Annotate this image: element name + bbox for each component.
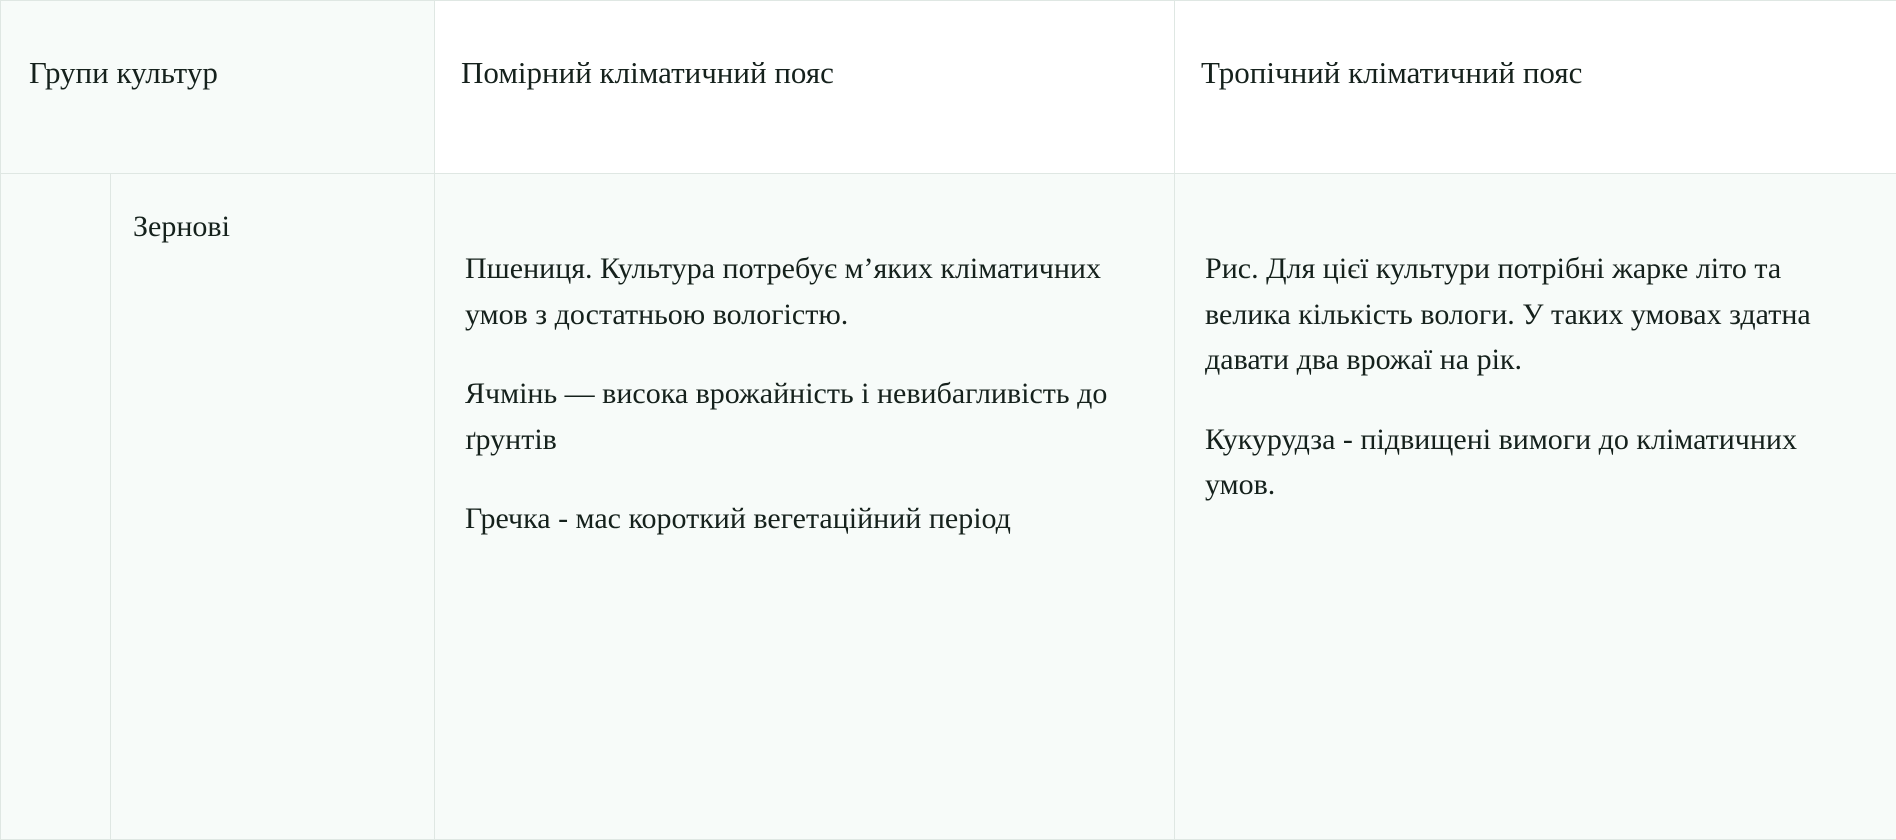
temperate-paragraph: Пшениця. Культура потребує м’яких кліматичних умов з достатньою вологістю. bbox=[465, 246, 1144, 337]
header-label-tropical: Тропічний кліматичний пояс bbox=[1175, 1, 1896, 93]
header-label-groups: Групи культур bbox=[1, 1, 434, 93]
table-header-row bbox=[1, 1, 1896, 174]
row-tropical-cell bbox=[1175, 174, 1896, 840]
temperate-paragraph: Ячмінь — висока врожайність і невибагливість до ґрунтів bbox=[465, 371, 1144, 462]
header-cell-temperate bbox=[435, 1, 1175, 174]
row-group-cell bbox=[111, 174, 435, 840]
table-row bbox=[1, 174, 1896, 840]
header-cell-groups bbox=[1, 1, 435, 174]
header-cell-tropical bbox=[1175, 1, 1896, 174]
row-temperate-cell bbox=[435, 174, 1175, 840]
row-spacer-cell bbox=[1, 174, 111, 840]
temperate-content bbox=[435, 174, 1174, 552]
tropical-paragraph: Кукурудза - підвищені вимоги до кліматичних умов. bbox=[1205, 417, 1866, 508]
header-label-temperate: Помірний кліматичний пояс bbox=[435, 1, 1174, 93]
group-label: Зернові bbox=[111, 174, 434, 260]
temperate-paragraph: Гречка - мас короткий вегетаційний період bbox=[465, 496, 1144, 542]
tropical-content bbox=[1175, 174, 1896, 518]
tropical-paragraph: Рис. Для цієї культури потрібні жарке літо та велика кількість вологи. У таких умовах здатна давати два врожаї на рік. bbox=[1205, 246, 1866, 383]
